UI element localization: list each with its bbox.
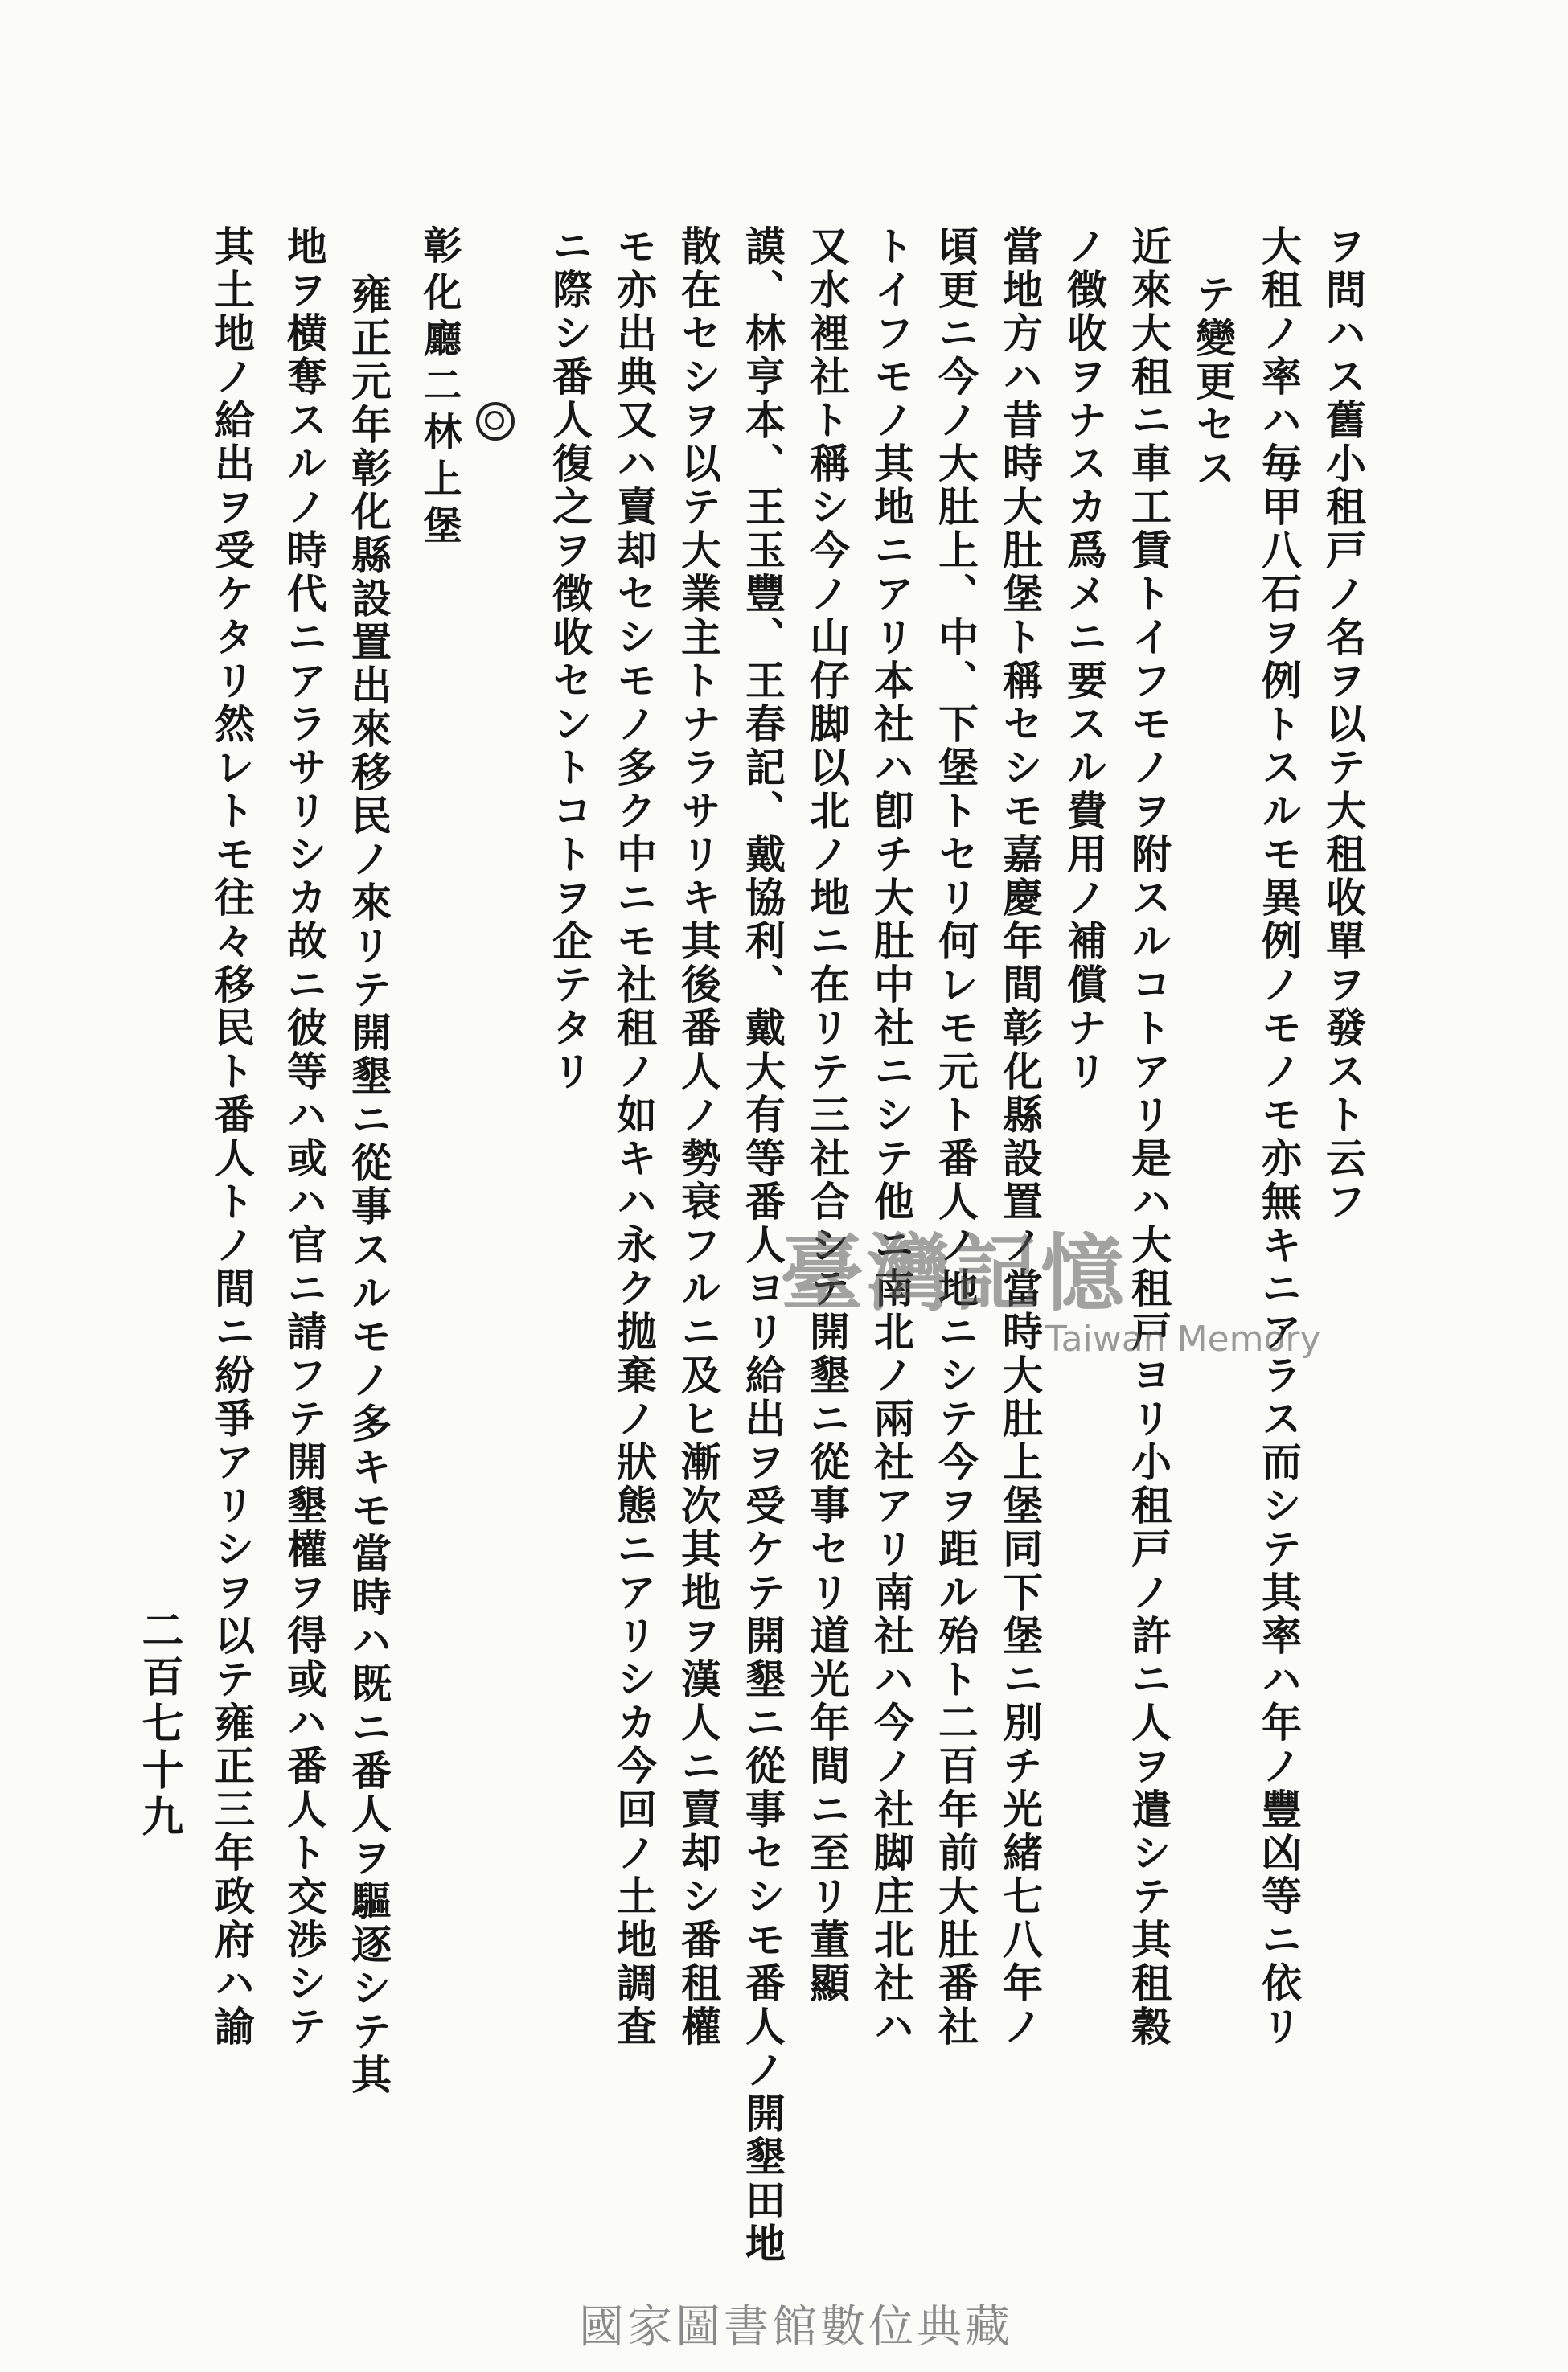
text-column-7: 頃更ニ今ノ大肚上、中、下堡トセリ何レモ元ト番人ノ地ニシテ今ヲ距ル殆ト二百年前大肚番社 [932,225,979,2049]
watermark-logo: 臺灣記憶 [780,1224,1128,1323]
text-column-13: ニ際シ番人復之ヲ徴收セントコトヲ企テタリ [546,225,593,1094]
text-column-4: 近來大租ニ車工賃トイフモノヲ附スルコトアリ是ハ大租戸ヨリ小租戸ノ許ニ人ヲ遣シテ其租穀 [1125,225,1172,2049]
section-marker-icon [476,402,515,441]
text-column-12: モ亦出典又ハ賣却セシモノ多ク中ニモ社租ノ如キハ永ク拋棄ノ狀態ニアリシカ今回ノ土地調査 [610,225,658,2049]
footer-credit: 國家圖書館數位典藏 [579,2301,1013,2354]
text-column-11: 散在セシヲ以テ大業主トナラサリキ其後番人ノ勢衰フルニ及ヒ漸次其地ヲ漢人ニ賣却シ番租權 [675,225,722,2049]
text-column-1: ヲ問ハス舊小租戸ノ名ヲ以テ大租收單ヲ發スト云フ [1320,225,1367,1224]
section-heading: 彰化廳二林上堡 [417,225,462,552]
text-column-6: 當地方ハ昔時大肚堡ト稱セシモ嘉慶年間彰化縣設置ノ當時大肚上堡同下堡ニ別チ光緒七八年ノ [996,225,1044,2049]
text-column-9: 又水裡社ト稱シ今ノ山仔脚以北ノ地ニ在リテ三社合シテ開墾ニ從事セリ道光年間ニ至リ董顯 [803,225,851,2005]
text-column-16: 其土地ノ給出ヲ受ケタリ然レトモ往々移民ト番人トノ間ニ紛爭アリシヲ以テ雍正三年政府ハ諭 [208,225,256,2049]
text-column-14: 雍正元年彰化縣設置出來移民ノ來リテ開墾ニ從事スルモノ多キモ當時ハ既ニ番人ヲ驅逐シテ其 [345,273,392,2097]
text-column-15: 地ヲ横奪スルノ時代ニアラサリシカ故ニ彼等ハ或ハ官ニ請フテ開墾權ヲ得或ハ番人ト交渉シテ [281,225,328,2049]
text-column-10: 謨、林亨本、王玉豐、王春記、戴協利、戴大有等番人ヨリ給出ヲ受ケテ開墾ニ從事セシモ番人ノ開墾田地 [739,225,786,2266]
text-column-5: ノ徴收ヲナスカ爲メニ要スル費用ノ補償ナリ [1061,225,1108,1094]
text-column-2: 大租ノ率ハ毎甲八石ヲ例トスルモ異例ノモノモ亦無キニアラス而シテ其率ハ年ノ豐凶等ニ依リ [1255,225,1303,2049]
page-number: 二百七十九 [134,1608,183,1841]
text-column-3: テ變更セス [1189,273,1237,490]
text-column-8: トイフモノ其地ニアリ本社ハ卽チ大肚中社ニシテ他ニ南北ノ兩社アリ南社ハ今ノ社脚庄北社ハ [868,225,915,2049]
watermark-subtitle: Taiwan Memory [1045,1319,1321,1360]
